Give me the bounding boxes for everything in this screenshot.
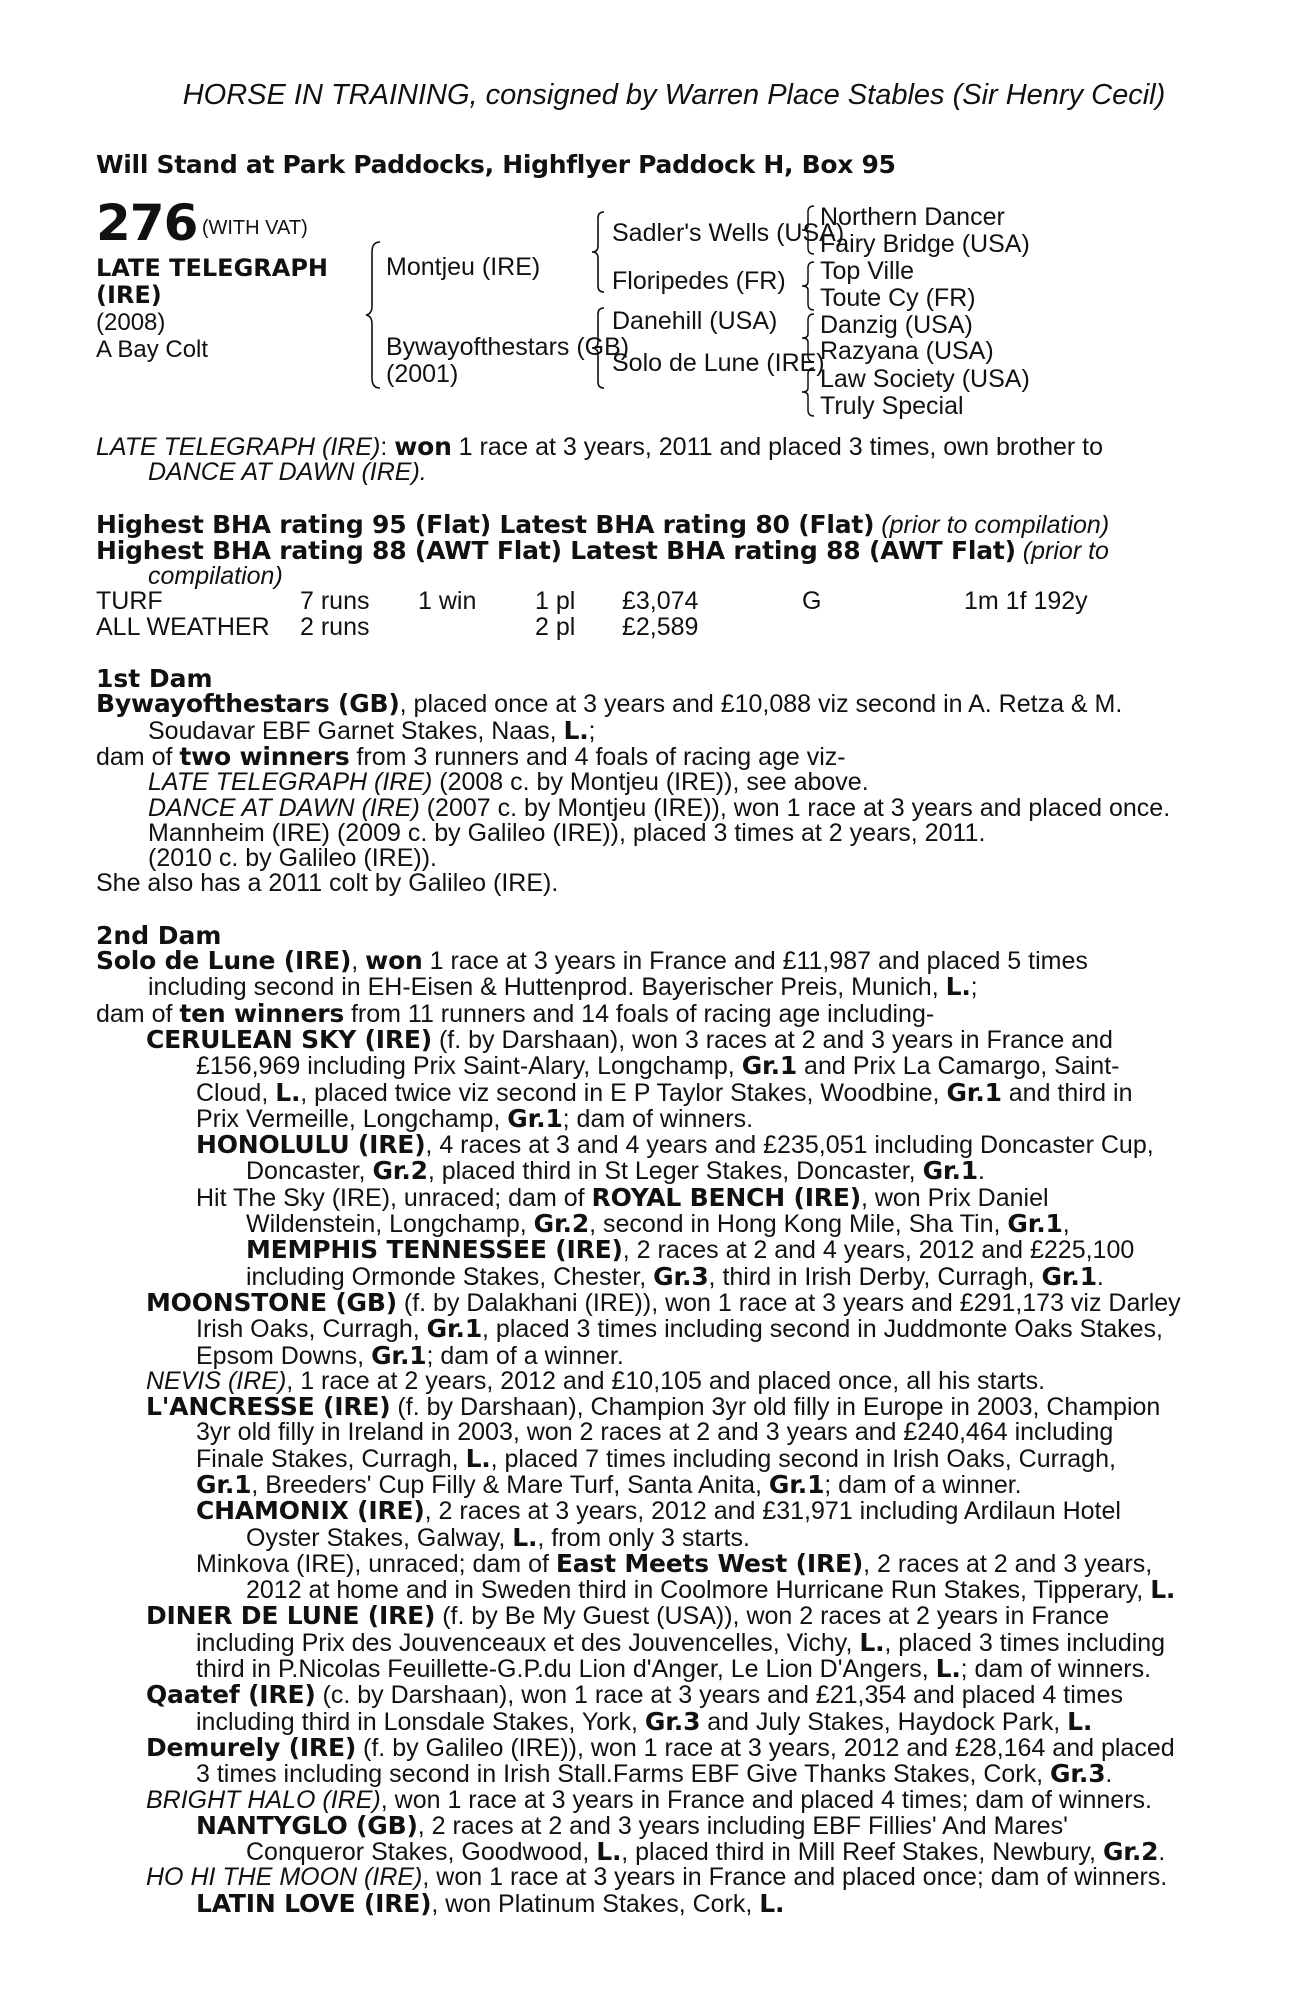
pedigree-brace-main xyxy=(364,240,384,390)
winner-count: ten winners xyxy=(179,998,345,1028)
record-distance: 1m 1f 192y xyxy=(964,587,1088,616)
great-granddam-6: Razyana (USA) xyxy=(820,337,994,365)
record-going xyxy=(802,615,964,640)
grade: Gr.1 xyxy=(1007,1209,1063,1239)
consignor-heading: HORSE IN TRAINING, consigned by Warren Place Stables (Sir Henry Cecil) xyxy=(182,79,1166,111)
produce-entry xyxy=(96,1024,1216,1133)
produce-name: CHAMONIX (IRE) xyxy=(196,1496,425,1526)
record-earnings: £3,074 xyxy=(622,587,699,616)
great-granddam-4: Toute Cy (FR) xyxy=(820,284,976,312)
grade: Gr.1 xyxy=(507,1103,563,1133)
second-dam-section: 2nd Dam Solo de Lune (IRE), won 1 race at 3 years in France and £11,987 and placed 5 times including second in EH-Eisen & Huttenprod. Bayerischer Preis, Munich, L.; dam of ten winners from 11 runners and 14 foals of racing age including- CERULEAN SKY (IRE) (f. by Darshaan), won 3 races at 2 and 3 years in France and £156,969 including Prix Saint-Alary, Longchamp, Gr.1 and Prix La Camargo, Saint- Cloud, L., placed twice viz second in E P Taylor Stakes, Woodbine, Gr.1 and third in Prix Vermeille, Longchamp, Gr.1; dam of winners. HONOLULU (IRE), 4 races at 3 and 4 years and £235,051 including Doncaster Cup, Doncaster, Gr.2, placed third in St Leger Stakes, Doncaster, Gr.1. Hit The Sky (IRE), unraced; dam of ROYAL BENCH (IRE), won Prix Daniel Wildenstein, Longchamp, Gr.2, second in Hong Kong Mile, Sha Tin, Gr.1, MEMPHIS TENNESSEE (IRE), 2 races at 2 and 4 years, 2012 and £225,100 including Ormonde Stakes, Chester, Gr.3, third in Irish Derby, Curragh, Gr.1. MOONSTONE (GB) (f. by Dalakhani (IRE)), won 1 race at 3 years and £291,173 viz Darley Irish Oaks, Curragh, Gr.1, placed 3 times including second in Juddmonte Oaks Stakes, Epsom Downs, Gr.1; dam of a winner. NEVIS (IRE), 1 race at 2 years, 2012 and £10,105 and placed once, all his starts. L'ANCRESSE (IRE) (f. by Darshaan), Champion 3yr old filly in Europe in 2003, Champion 3yr old filly in Ireland in 2003, won 2 races at 2 and 3 years and £240,464 including Finale Stakes, Curragh, L., placed 7 times including second in Irish Oaks, Curragh, Gr.1, Breeders' Cup Filly & Mare Turf, Santa Anita, Gr.1; dam of a winner. CHAMONIX (IRE), 2 races at 3 years, 2012 and £31,971 including Ardilaun Hotel Oyster Stakes, Galway, L., from only 3 starts. Minkova (IRE), unraced; dam of East Meets West (IRE), 2 races at 2 and 3 years, 2012 at home and in Sweden third in Coolmore Hurricane Run Stakes, Tipperary, L. DINER DE LUNE (IRE) (f. by Be My Guest (USA)), won 2 races at 2 years in France including Prix des Jouvenceaux et des Jouvencelles, Vichy, L., placed 3 times including third in P.Nicolas Feuillette-G.P.du Lion d'Anger, Le Lion D'Angers, L.; dam of winners. Qaatef (IRE) (c. by Darshaan), won 1 race at 3 years and £21,354 and placed 4 times including third in Lonsdale Stakes, York, Gr.3 and July Stakes, Haydock Park, L. Demurely (IRE) (f. by Galileo (IRE)), won 1 race at 3 years, 2012 and £28,164 and placed 3 times including second in Irish Stall.Farms EBF Give Thanks Stakes, Cork, Gr.3. BRIGHT HALO (IRE), won 1 race at 3 years in France and placed 4 times; dam of winners. NANTYGLO (GB), 2 races at 2 and 3 years including EBF Fillies' And Mares' Conqueror Stakes, Goodwood, L., placed third in Mill Reef Stakes, Newbury, Gr.2. HO HI THE MOON (IRE), won 1 race at 3 years in France and placed once; dam of winners. LATIN LOVE (IRE), won Platinum Stakes, Cork, L. xyxy=(96,923,1216,1917)
lot-info xyxy=(96,194,329,363)
race-record-table xyxy=(96,589,1088,640)
produce-name: MOONSTONE (GB) xyxy=(146,1287,397,1317)
produce-text: . xyxy=(1158,1838,1166,1867)
first-dam-career: , placed once at 3 years and £10,088 viz second in A. Retza & M. xyxy=(399,690,1123,719)
record-earnings: £2,589 xyxy=(622,612,699,641)
dam: Bywayofthestars (GB) xyxy=(386,333,630,361)
grade: Gr.1 xyxy=(946,1077,1002,1107)
produce-name: NEVIS (IRE) xyxy=(146,1366,287,1395)
record-distance xyxy=(964,615,1088,640)
record-surface: TURF xyxy=(96,587,163,616)
produce-text: including third in Lonsdale Stakes, York, xyxy=(196,1707,645,1736)
sire: Montjeu (IRE) xyxy=(386,253,541,281)
grade: L. xyxy=(859,1627,885,1657)
produce-text: ; dam of winners. xyxy=(960,1655,1152,1684)
foal-name: DANCE AT DAWN (IRE) xyxy=(148,793,420,822)
lot-number: 276 xyxy=(96,194,198,252)
rating-awt-note-cont: compilation) xyxy=(148,562,283,591)
table-row xyxy=(96,589,1088,614)
great-grandsire-3: Top Ville xyxy=(820,257,915,285)
produce-text: , won 1 race at 3 years in France and placed 4 times; dam of winners. xyxy=(380,1785,1152,1814)
record-runs: 2 runs xyxy=(300,612,370,641)
produce-text: ; dam of a winner. xyxy=(824,1470,1022,1499)
foaling-year: (2008) xyxy=(96,309,166,336)
produce-text: , 2 races at 2 and 4 years, 2012 and £225,100 xyxy=(622,1236,1135,1265)
produce-text: (f. by Dalakhani (IRE)), won 1 race at 3 years and £291,173 viz Darley xyxy=(396,1288,1181,1317)
produce-name: HONOLULU (IRE) xyxy=(196,1130,426,1160)
grade: L. xyxy=(1067,1706,1093,1736)
punctuation: ; xyxy=(588,716,596,745)
produce-entry xyxy=(96,1498,1216,1551)
grade: Gr.1 xyxy=(1041,1261,1097,1291)
grade: L. xyxy=(596,1837,622,1867)
won-label: won xyxy=(365,946,423,976)
summary-text: 1 race at 3 years, 2011 and placed 3 times, own brother to xyxy=(451,433,1104,461)
record-runs: 7 runs xyxy=(300,587,370,616)
produce-text: , placed third in St Leger Stakes, Doncaster, xyxy=(427,1157,923,1186)
produce-text: third in P.Nicolas Feuillette-G.P.du Lion d'Anger, Le Lion D'Angers, xyxy=(196,1655,936,1684)
pedigree-block xyxy=(96,194,1216,420)
first-dam-heading: 1st Dam xyxy=(96,664,213,694)
produce-text: , won 1 race at 3 years in France and placed once; dam of winners. xyxy=(422,1863,1168,1892)
first-dam-name: Bywayofthestars (GB) xyxy=(96,689,400,719)
produce-text: 3 times including second in Irish Stall.Farms EBF Give Thanks Stakes, Cork, xyxy=(196,1760,1051,1789)
record-wins xyxy=(418,615,535,640)
produce-text: , 4 races at 3 and 4 years and £235,051 including Doncaster Cup, xyxy=(425,1131,1154,1160)
foal-entry: Mannheim (IRE) (2009 c. by Galileo (IRE)), placed 3 times at 2 years, 2011. xyxy=(148,818,986,847)
dam-sire: Danehill (USA) xyxy=(612,307,778,335)
produce-text: Wildenstein, Longchamp, xyxy=(246,1210,534,1239)
second-dam-career: 1 race at 3 years in France and £11,987 and placed 5 times xyxy=(422,947,1088,976)
produce-name: L'ANCRESSE (IRE) xyxy=(146,1392,391,1422)
grade: L. xyxy=(1150,1575,1176,1605)
grade: Gr.2 xyxy=(372,1156,428,1186)
dam-of-label: dam of xyxy=(96,999,180,1028)
produce-text: Cloud, xyxy=(196,1078,276,1107)
produce-text: , placed 3 times including second in Juddmonte Oaks Stakes, xyxy=(482,1315,1163,1344)
winner-count: two winners xyxy=(179,741,350,771)
produce-text: . xyxy=(1096,1262,1104,1291)
rating-awt: Highest BHA rating 88 (AWT Flat) Latest BHA rating 88 (AWT Flat) xyxy=(96,535,1016,565)
produce-name: Qaatef (IRE) xyxy=(146,1680,316,1710)
grade: Gr.3 xyxy=(644,1706,701,1736)
rating-flat-note: (prior to compilation) xyxy=(874,510,1110,539)
produce-entry xyxy=(96,1132,1216,1185)
second-dam-name: Solo de Lune (IRE) xyxy=(96,946,352,976)
produce-entry xyxy=(96,1548,1216,1605)
pedigree-brace-sire xyxy=(590,210,606,294)
grade: Gr.1 xyxy=(922,1156,978,1186)
produce-text: and July Stakes, Haydock Park, xyxy=(700,1707,1068,1736)
produce-entry xyxy=(96,1810,1216,1867)
second-dam-career-cont: including second in EH-Eisen & Huttenprod. Bayerischer Preis, Munich, xyxy=(148,973,946,1002)
grade: Gr.1 xyxy=(426,1314,483,1344)
produce-text: Irish Oaks, Curragh, xyxy=(196,1315,427,1344)
produce-text: ; dam of winners. xyxy=(562,1104,754,1133)
pedigree-brace-g4 xyxy=(800,366,816,418)
summary-sibling: DANCE AT DAWN (IRE). xyxy=(148,458,427,487)
grade: L. xyxy=(465,1443,491,1473)
second-dam-heading: 2nd Dam xyxy=(96,920,222,950)
produce-text: , third in Irish Derby, Curragh, xyxy=(708,1262,1042,1291)
produce-text: , 2 races at 2 and 3 years including EBF Fillies' And Mares' xyxy=(417,1811,1068,1840)
produce-entry xyxy=(96,1682,1216,1735)
produce-text: (f. by Be My Guest (USA)), won 2 races at 2 years in France xyxy=(435,1602,1110,1631)
foal-details: (2008 c. by Montjeu (IRE)), see above. xyxy=(432,768,869,797)
grade: Gr.1 xyxy=(768,1469,825,1499)
produce-name: Demurely (IRE) xyxy=(146,1732,357,1762)
produce-name: East Meets West (IRE) xyxy=(555,1548,864,1578)
produce-entry xyxy=(96,1888,1216,1918)
great-granddam-8: Truly Special xyxy=(820,392,964,420)
produce-text: , Breeders' Cup Filly & Mare Turf, Santa Anita, xyxy=(251,1470,769,1499)
horse-name: LATE TELEGRAPH xyxy=(96,254,329,282)
produce-name: HO HI THE MOON (IRE) xyxy=(146,1863,423,1892)
produce-text: , placed twice viz second in E P Taylor Stakes, Woodbine, xyxy=(300,1078,947,1107)
produce-text: Epsom Downs, xyxy=(196,1341,372,1370)
produce-name: DINER DE LUNE (IRE) xyxy=(146,1601,436,1631)
rating-awt-note: (prior to xyxy=(1015,536,1109,565)
pedigree-brace-dam xyxy=(590,306,606,390)
table-row xyxy=(96,615,1088,640)
first-dam-section xyxy=(96,666,1216,897)
produce-text: , placed third in Mill Reef Stakes, Newbury, xyxy=(621,1838,1103,1867)
produce-text: , won Prix Daniel xyxy=(860,1183,1049,1212)
produce-text: and Prix La Camargo, Saint- xyxy=(797,1052,1120,1081)
grade: L. xyxy=(759,1888,785,1918)
produce-text: (f. by Darshaan), Champion 3yr old filly in Europe in 2003, Champion xyxy=(390,1393,1161,1422)
produce-text: Doncaster, xyxy=(246,1157,373,1186)
produce-text: , 2 races at 2 and 3 years, xyxy=(863,1549,1153,1578)
produce-text: Minkova (IRE), unraced; dam of xyxy=(196,1549,556,1578)
rating-flat: Highest BHA rating 95 (Flat) Latest BHA rating 80 (Flat) xyxy=(96,509,875,539)
produce-text: 2012 at home and in Sweden third in Coolmore Hurricane Run Stakes, Tipperary, xyxy=(246,1576,1151,1605)
foal-details: (2007 c. by Montjeu (IRE)), won 1 race at 3 years and placed once. xyxy=(419,793,1171,822)
record-wins: 1 win xyxy=(418,587,477,616)
produce-name: LATIN LOVE (IRE) xyxy=(196,1888,432,1918)
horse-description: A Bay Colt xyxy=(96,336,209,363)
record-surface: ALL WEATHER xyxy=(96,612,270,641)
produce-text: Conqueror Stakes, Goodwood, xyxy=(246,1838,597,1867)
record-going: G xyxy=(802,587,822,616)
grade: Gr.1 xyxy=(741,1051,798,1081)
sire-sire: Sadler's Wells (USA) xyxy=(612,219,845,247)
produce-name: BRIGHT HALO (IRE) xyxy=(146,1785,381,1814)
stabling-location: Will Stand at Park Paddocks, Highflyer Paddock H, Box 95 xyxy=(96,150,896,179)
produce-entry xyxy=(96,1732,1216,1789)
produce-entry xyxy=(96,1603,1216,1682)
race-summary: LATE TELEGRAPH (IRE): won 1 race at 3 years, 2011 and placed 3 times, own brother to DANCE AT DAWN (IRE). xyxy=(96,432,1104,487)
grade: L. xyxy=(935,1654,961,1684)
punctuation: ; xyxy=(970,973,978,1002)
produce-name: CERULEAN SKY (IRE) xyxy=(146,1024,433,1054)
produce-text: Prix Vermeille, Longchamp, xyxy=(196,1104,508,1133)
produce-text: . xyxy=(977,1157,985,1186)
grade: L. xyxy=(275,1077,301,1107)
dam-also-note: She also has a 2011 colt by Galileo (IRE). xyxy=(96,869,559,898)
produce-text: Hit The Sky (IRE), unraced; dam of xyxy=(196,1183,592,1212)
grade: Gr.1 xyxy=(196,1469,252,1499)
produce-text: , 2 races at 3 years, 2012 and £31,971 including Ardilaun Hotel xyxy=(424,1497,1121,1526)
produce-text: ; dam of a winner. xyxy=(426,1341,624,1370)
foal-entry: (2010 c. by Galileo (IRE)). xyxy=(148,844,437,873)
produce-text: 3yr old filly in Ireland in 2003, won 2 races at 2 and 3 years and £240,464 including xyxy=(196,1418,1114,1447)
sire-dam: Floripedes (FR) xyxy=(612,267,786,295)
produce-text: and third in xyxy=(1001,1078,1133,1107)
catalogue-page xyxy=(96,78,1216,1917)
produce-name: NANTYGLO (GB) xyxy=(196,1810,418,1840)
great-grandsire-7: Law Society (USA) xyxy=(820,365,1030,393)
produce-text: , 1 race at 2 years, 2012 and £10,105 and placed once, all his starts. xyxy=(286,1366,1046,1395)
record-places: 2 pl xyxy=(535,612,576,641)
produce-text: . xyxy=(1105,1760,1113,1789)
grade: Gr.3 xyxy=(1050,1759,1106,1789)
produce-entry xyxy=(96,1182,1216,1291)
produce-text: (c. by Darshaan), won 1 race at 3 years and £21,354 and placed 4 times xyxy=(315,1681,1123,1710)
produce-text: , placed 7 times including second in Irish Oaks, Curragh, xyxy=(490,1444,1116,1473)
produce-entry xyxy=(96,1366,1216,1395)
produce-text: , second in Hong Kong Mile, Sha Tin, xyxy=(589,1210,1008,1239)
record-places: 1 pl xyxy=(535,587,576,616)
dam-year: (2001) xyxy=(386,360,459,388)
foal-count: from 3 runners and 4 foals of racing age viz- xyxy=(349,742,846,771)
produce-text: (f. by Darshaan), won 3 races at 2 and 3 years in France and xyxy=(432,1025,1113,1054)
produce-text: Oyster Stakes, Galway, xyxy=(246,1523,513,1552)
produce-name: ROYAL BENCH (IRE) xyxy=(591,1182,861,1212)
great-grandsire-5: Danzig (USA) xyxy=(820,311,973,339)
produce-entry xyxy=(96,1865,1216,1890)
produce-text: , xyxy=(1062,1210,1070,1239)
produce-entry xyxy=(96,1394,1216,1498)
vat-note: (WITH VAT) xyxy=(201,217,308,239)
grade: Gr.2 xyxy=(1102,1837,1159,1867)
summary-horse-name: LATE TELEGRAPH (IRE) xyxy=(96,433,381,461)
great-granddam-2: Fairy Bridge (USA) xyxy=(820,230,1030,258)
pedigree-brace-g2 xyxy=(800,260,816,312)
grade-listed: L. xyxy=(563,715,589,745)
produce-text: including Ormonde Stakes, Chester, xyxy=(246,1262,654,1291)
dam-dam: Solo de Lune (IRE) xyxy=(612,349,825,377)
produce-text: £156,969 including Prix Saint-Alary, Longchamp, xyxy=(196,1052,742,1081)
produce-entry xyxy=(96,1287,1216,1370)
grade: Gr.1 xyxy=(371,1340,427,1370)
produce-entry xyxy=(96,1785,1216,1814)
grade: L. xyxy=(512,1522,538,1552)
produce-text: Finale Stakes, Curragh, xyxy=(196,1444,466,1473)
produce-text: including Prix des Jouvenceaux et des Jouvencelles, Vichy, xyxy=(196,1628,860,1657)
summary-won: won xyxy=(394,432,452,461)
produce-name: MEMPHIS TENNESSEE (IRE) xyxy=(246,1235,623,1265)
first-dam-career-cont: Soudavar EBF Garnet Stakes, Naas, xyxy=(148,716,564,745)
produce-text: (f. by Galileo (IRE)), won 1 race at 3 years, 2012 and £28,164 and placed xyxy=(356,1733,1175,1762)
foal-name: LATE TELEGRAPH (IRE) xyxy=(148,768,433,797)
ratings xyxy=(96,509,1216,591)
pedigree-brace-g3 xyxy=(800,312,816,364)
produce-text: , from only 3 starts. xyxy=(537,1523,750,1552)
dam-of-label: dam of xyxy=(96,742,180,771)
pedigree-brace-g1 xyxy=(800,204,816,256)
foal-count: from 11 runners and 14 foals of racing age including- xyxy=(344,999,935,1028)
horse-name-suffix: (IRE) xyxy=(96,281,162,309)
grade: Gr.3 xyxy=(653,1261,709,1291)
produce-text: , placed 3 times including xyxy=(884,1628,1166,1657)
great-grandsire-1: Northern Dancer xyxy=(820,203,1005,231)
produce-text: , won Platinum Stakes, Cork, xyxy=(431,1889,760,1918)
grade-listed: L. xyxy=(945,972,971,1002)
grade: Gr.2 xyxy=(533,1209,590,1239)
